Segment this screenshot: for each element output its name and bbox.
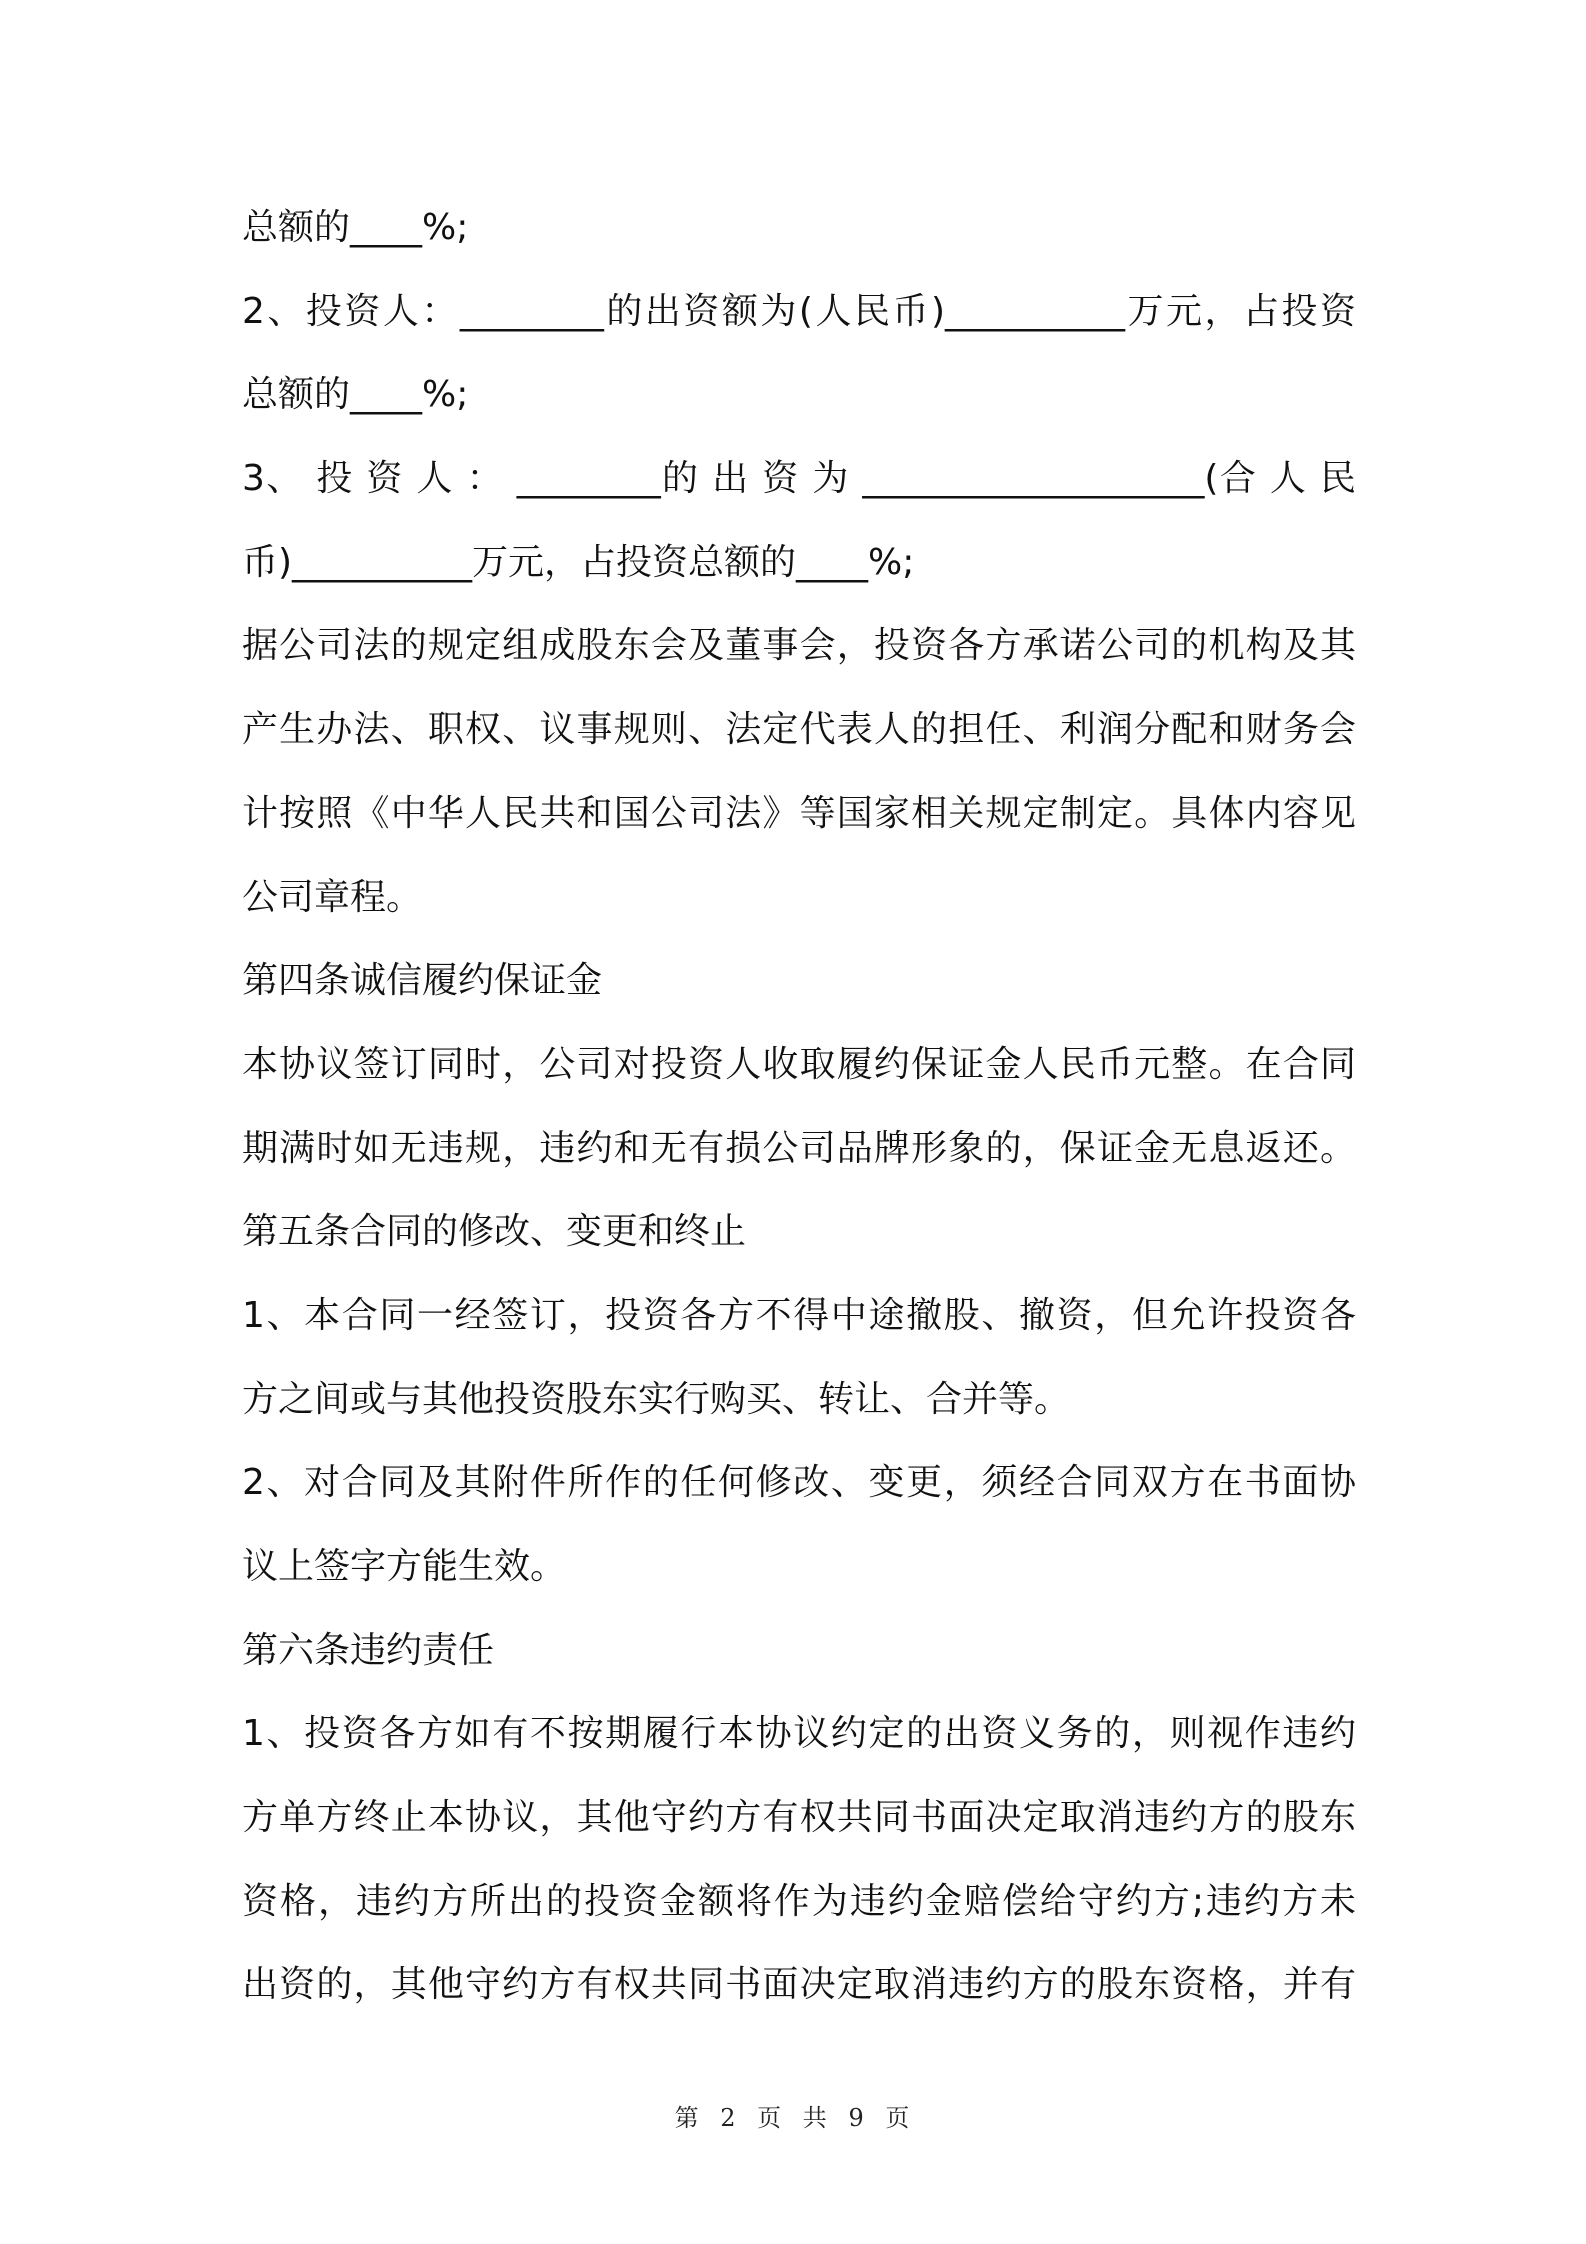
text-line: 第六条违约责任	[242, 1629, 495, 1671]
text-line: 2、投资人：________的出资额为(人民币)__________万元，占投资	[242, 290, 1356, 332]
text-line: 1、投资各方如有不按期履行本协议约定的出资义务的，则视作违约	[242, 1713, 1356, 1755]
text-line: 方之间或与其他投资股东实行购买、转让、合并等。	[242, 1378, 1071, 1420]
text-line: 总额的____%;	[242, 207, 469, 248]
text-line: 期满时如无违规，违约和无有损公司品牌形象的，保证金无息返还。	[242, 1127, 1356, 1169]
text-line: 3、 投 资 人 ： ________的 出 资 为 ___________________(合 人 民	[242, 458, 1356, 500]
text-line: 资格，违约方所出的投资金额将作为违约金赔偿给守约方;违约方未	[242, 1880, 1356, 1922]
page-number-footer: 第 2 页 共 9 页	[674, 2104, 912, 2132]
text-line: 计按照《中华人民共和国公司法》等国家相关规定制定。具体内容见	[242, 792, 1356, 834]
text-line: 本协议签订同时，公司对投资人收取履约保证金人民币元整。在合同	[242, 1043, 1356, 1085]
text-line: 2、对合同及其附件所作的任何修改、变更，须经合同双方在书面协	[242, 1462, 1356, 1504]
text-line: 1、本合同一经签订，投资各方不得中途撤股、撤资，但允许投资各	[242, 1294, 1356, 1336]
text-line: 公司章程。	[242, 876, 423, 918]
document-body	[242, 186, 1356, 2027]
text-line: 第五条合同的修改、变更和终止	[242, 1211, 747, 1253]
text-line: 议上签字方能生效。	[242, 1546, 567, 1587]
text-line: 据公司法的规定组成股东会及董事会，投资各方承诺公司的机构及其	[242, 625, 1356, 667]
text-line: 第四条诚信履约保证金	[242, 960, 603, 1002]
text-line: 总额的____%;	[242, 374, 469, 416]
text-line: 产生办法、职权、议事规则、法定代表人的担任、利润分配和财务会	[242, 709, 1356, 751]
text-line: 出资的，其他守约方有权共同书面决定取消违约方的股东资格，并有	[242, 1964, 1356, 2006]
text-line: 币)__________万元，占投资总额的____%;	[242, 541, 915, 583]
text-line: 方单方终止本协议，其他守约方有权共同书面决定取消违约方的股东	[242, 1797, 1356, 1839]
